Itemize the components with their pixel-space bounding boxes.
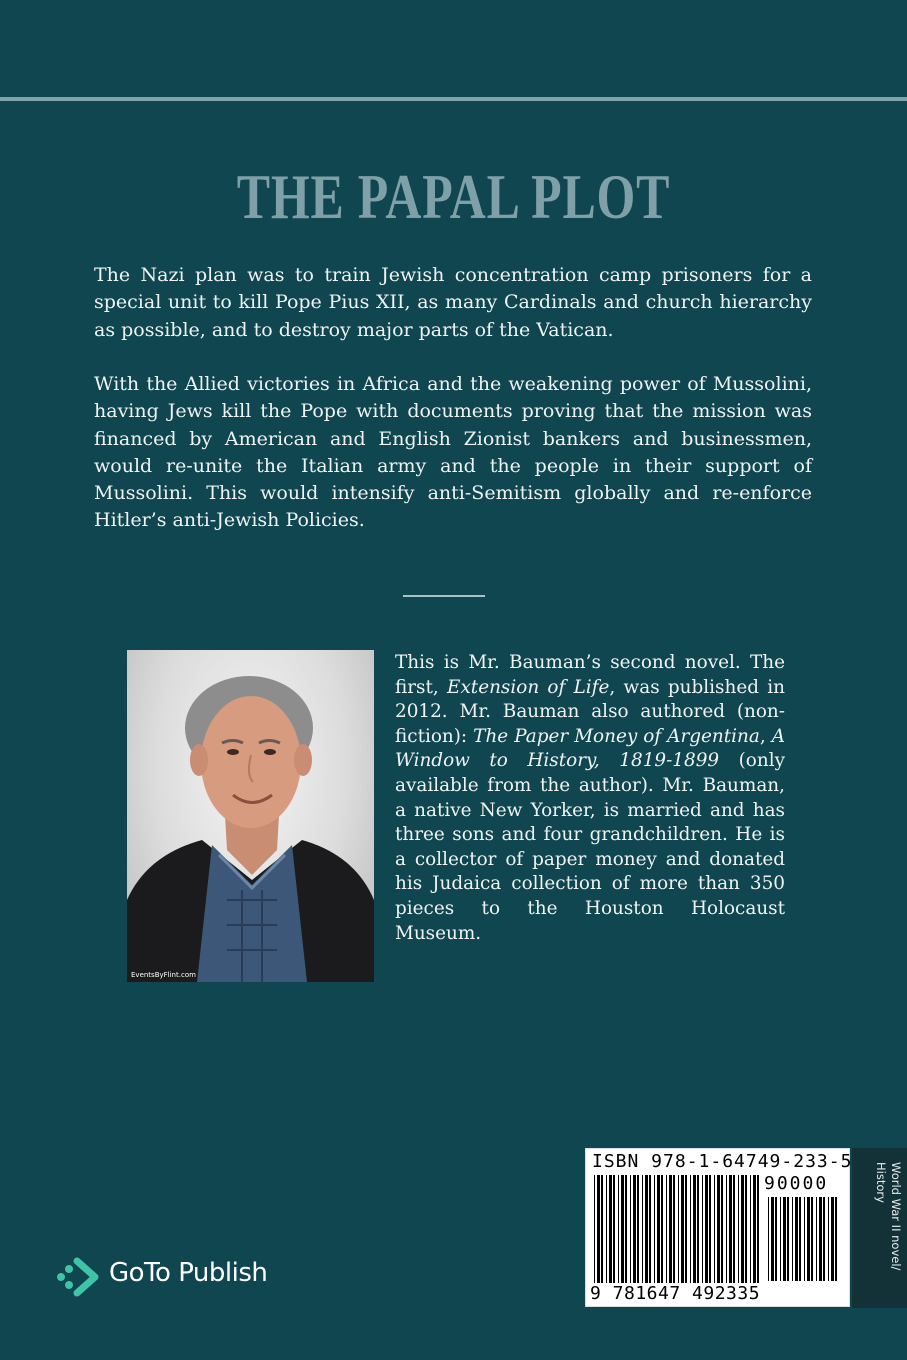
barcode-bar — [780, 1197, 781, 1281]
barcode-bar — [811, 1197, 813, 1281]
barcode-bar — [705, 1175, 708, 1283]
book-title-paper-money: The Paper Money of Argentina — [473, 725, 760, 747]
addon-bars — [766, 1197, 840, 1281]
barcode-bar — [804, 1197, 805, 1281]
top-divider — [0, 97, 907, 101]
barcode-bar — [633, 1175, 636, 1283]
barcode-bar — [831, 1197, 834, 1281]
barcode-bar — [745, 1175, 747, 1283]
barcode-bar — [787, 1197, 789, 1281]
barcode-bar — [799, 1197, 801, 1281]
barcode-bar — [661, 1175, 663, 1283]
barcode-bar — [792, 1197, 793, 1281]
barcode-bar — [783, 1197, 786, 1281]
barcode-bar — [768, 1197, 769, 1281]
barcode-bar — [697, 1175, 699, 1283]
barcode-bar — [729, 1175, 732, 1283]
barcode-bar — [673, 1175, 675, 1283]
publisher-name: GoTo Publish — [109, 1258, 268, 1288]
photo-credit: EventsByFlint.com — [131, 971, 196, 979]
barcode-bar — [630, 1175, 631, 1283]
barcode-bar — [685, 1175, 687, 1283]
author-portrait-illustration — [127, 650, 374, 982]
barcode-bar — [807, 1197, 810, 1281]
barcode-bar — [609, 1175, 612, 1283]
isbn-barcode — [585, 1148, 853, 1307]
barcode-bar — [657, 1175, 660, 1283]
barcode-bar — [678, 1175, 679, 1283]
barcode-bar — [597, 1175, 600, 1283]
barcode-bar — [714, 1175, 715, 1283]
barcode-bar — [681, 1175, 684, 1283]
ean-bars — [592, 1175, 760, 1283]
section-divider — [403, 595, 485, 597]
publisher-logo — [55, 1255, 315, 1299]
barcode-bar — [738, 1175, 739, 1283]
barcode-bar — [666, 1175, 667, 1283]
barcode-bar — [594, 1175, 595, 1283]
barcode-bar — [726, 1175, 727, 1283]
barcode-bar — [654, 1175, 655, 1283]
barcode-bar — [642, 1175, 643, 1283]
barcode-bar — [637, 1175, 639, 1283]
barcode-bar — [795, 1197, 798, 1281]
barcode-bar — [753, 1175, 756, 1283]
barcode-bar — [625, 1175, 627, 1283]
price-code: 90000 — [764, 1173, 829, 1194]
book-title-extension-of-life: Extension of Life — [447, 676, 610, 698]
barcode-bar — [835, 1197, 837, 1281]
barcode-bar — [819, 1197, 822, 1281]
barcode-bar — [775, 1197, 777, 1281]
barcode-bar — [741, 1175, 744, 1283]
barcode-bar — [601, 1175, 603, 1283]
book-title: THE PAPAL PLOT — [236, 161, 671, 232]
barcode-bar — [816, 1197, 817, 1281]
barcode-bar — [721, 1175, 723, 1283]
barcode-bar — [645, 1175, 648, 1283]
barcode-bar — [771, 1197, 774, 1281]
barcode-bar — [717, 1175, 720, 1283]
book-title-window-to-history: A Window to History, 1819-1899 — [395, 725, 785, 772]
barcode-bar — [823, 1197, 825, 1281]
blurb-paragraph-2: With the Allied victories in Africa and the weakening power of Mussolini, having Jews kill the Pope with documents proving that the mission was financed by American and English Zionist bankers and businessmen, would re-unite the Italian army and the people in their support of Mussolini. This would intensify anti-Semitism globally and re-enforce Hitler’s anti-Jewish Policies. — [94, 373, 812, 532]
barcode-bar — [618, 1175, 619, 1283]
barcode-bar — [613, 1175, 615, 1283]
barcode-bar — [621, 1175, 624, 1283]
barcode-bar — [757, 1175, 759, 1283]
barcode-bar — [750, 1175, 751, 1283]
barcode-bar — [709, 1175, 711, 1283]
barcode-bar — [693, 1175, 696, 1283]
blurb-paragraph-1: The Nazi plan was to train Jewish concentration camp prisoners for a special unit to kill Pope Pius XII, as many Cardinals and church hierarchy as possible, and to destroy major parts of the Vatican. — [94, 264, 812, 341]
barcode-bar — [649, 1175, 651, 1283]
isbn-number: ISBN 978-1-64749-233-5 — [592, 1151, 853, 1172]
barcode-bar — [828, 1197, 829, 1281]
author-bio: This is Mr. Bauman’s second novel. The first, Extension of Life, was published in 2012. Mr. Bauman also authored (non-fiction): The Paper Money of Argentina, A Window to History, 1819-1899 (only available from the author). Mr. Bauman, a native New Yorker, is married and has three sons and four grandchildren. He is a collector of paper money and donated his Judaica collection of more than 350 pieces to the Houston Holocaust Museum. — [395, 652, 785, 944]
category-label: World War II novel/ History — [874, 1162, 903, 1271]
author-photo — [127, 650, 374, 982]
barcode-bar — [606, 1175, 607, 1283]
barcode-bar — [733, 1175, 735, 1283]
ean-digits: 9 781647 492335 — [590, 1283, 761, 1304]
goto-publish-chevron-icon — [55, 1255, 103, 1299]
barcode-bar — [669, 1175, 672, 1283]
barcode-bar — [702, 1175, 703, 1283]
barcode-bar — [690, 1175, 691, 1283]
